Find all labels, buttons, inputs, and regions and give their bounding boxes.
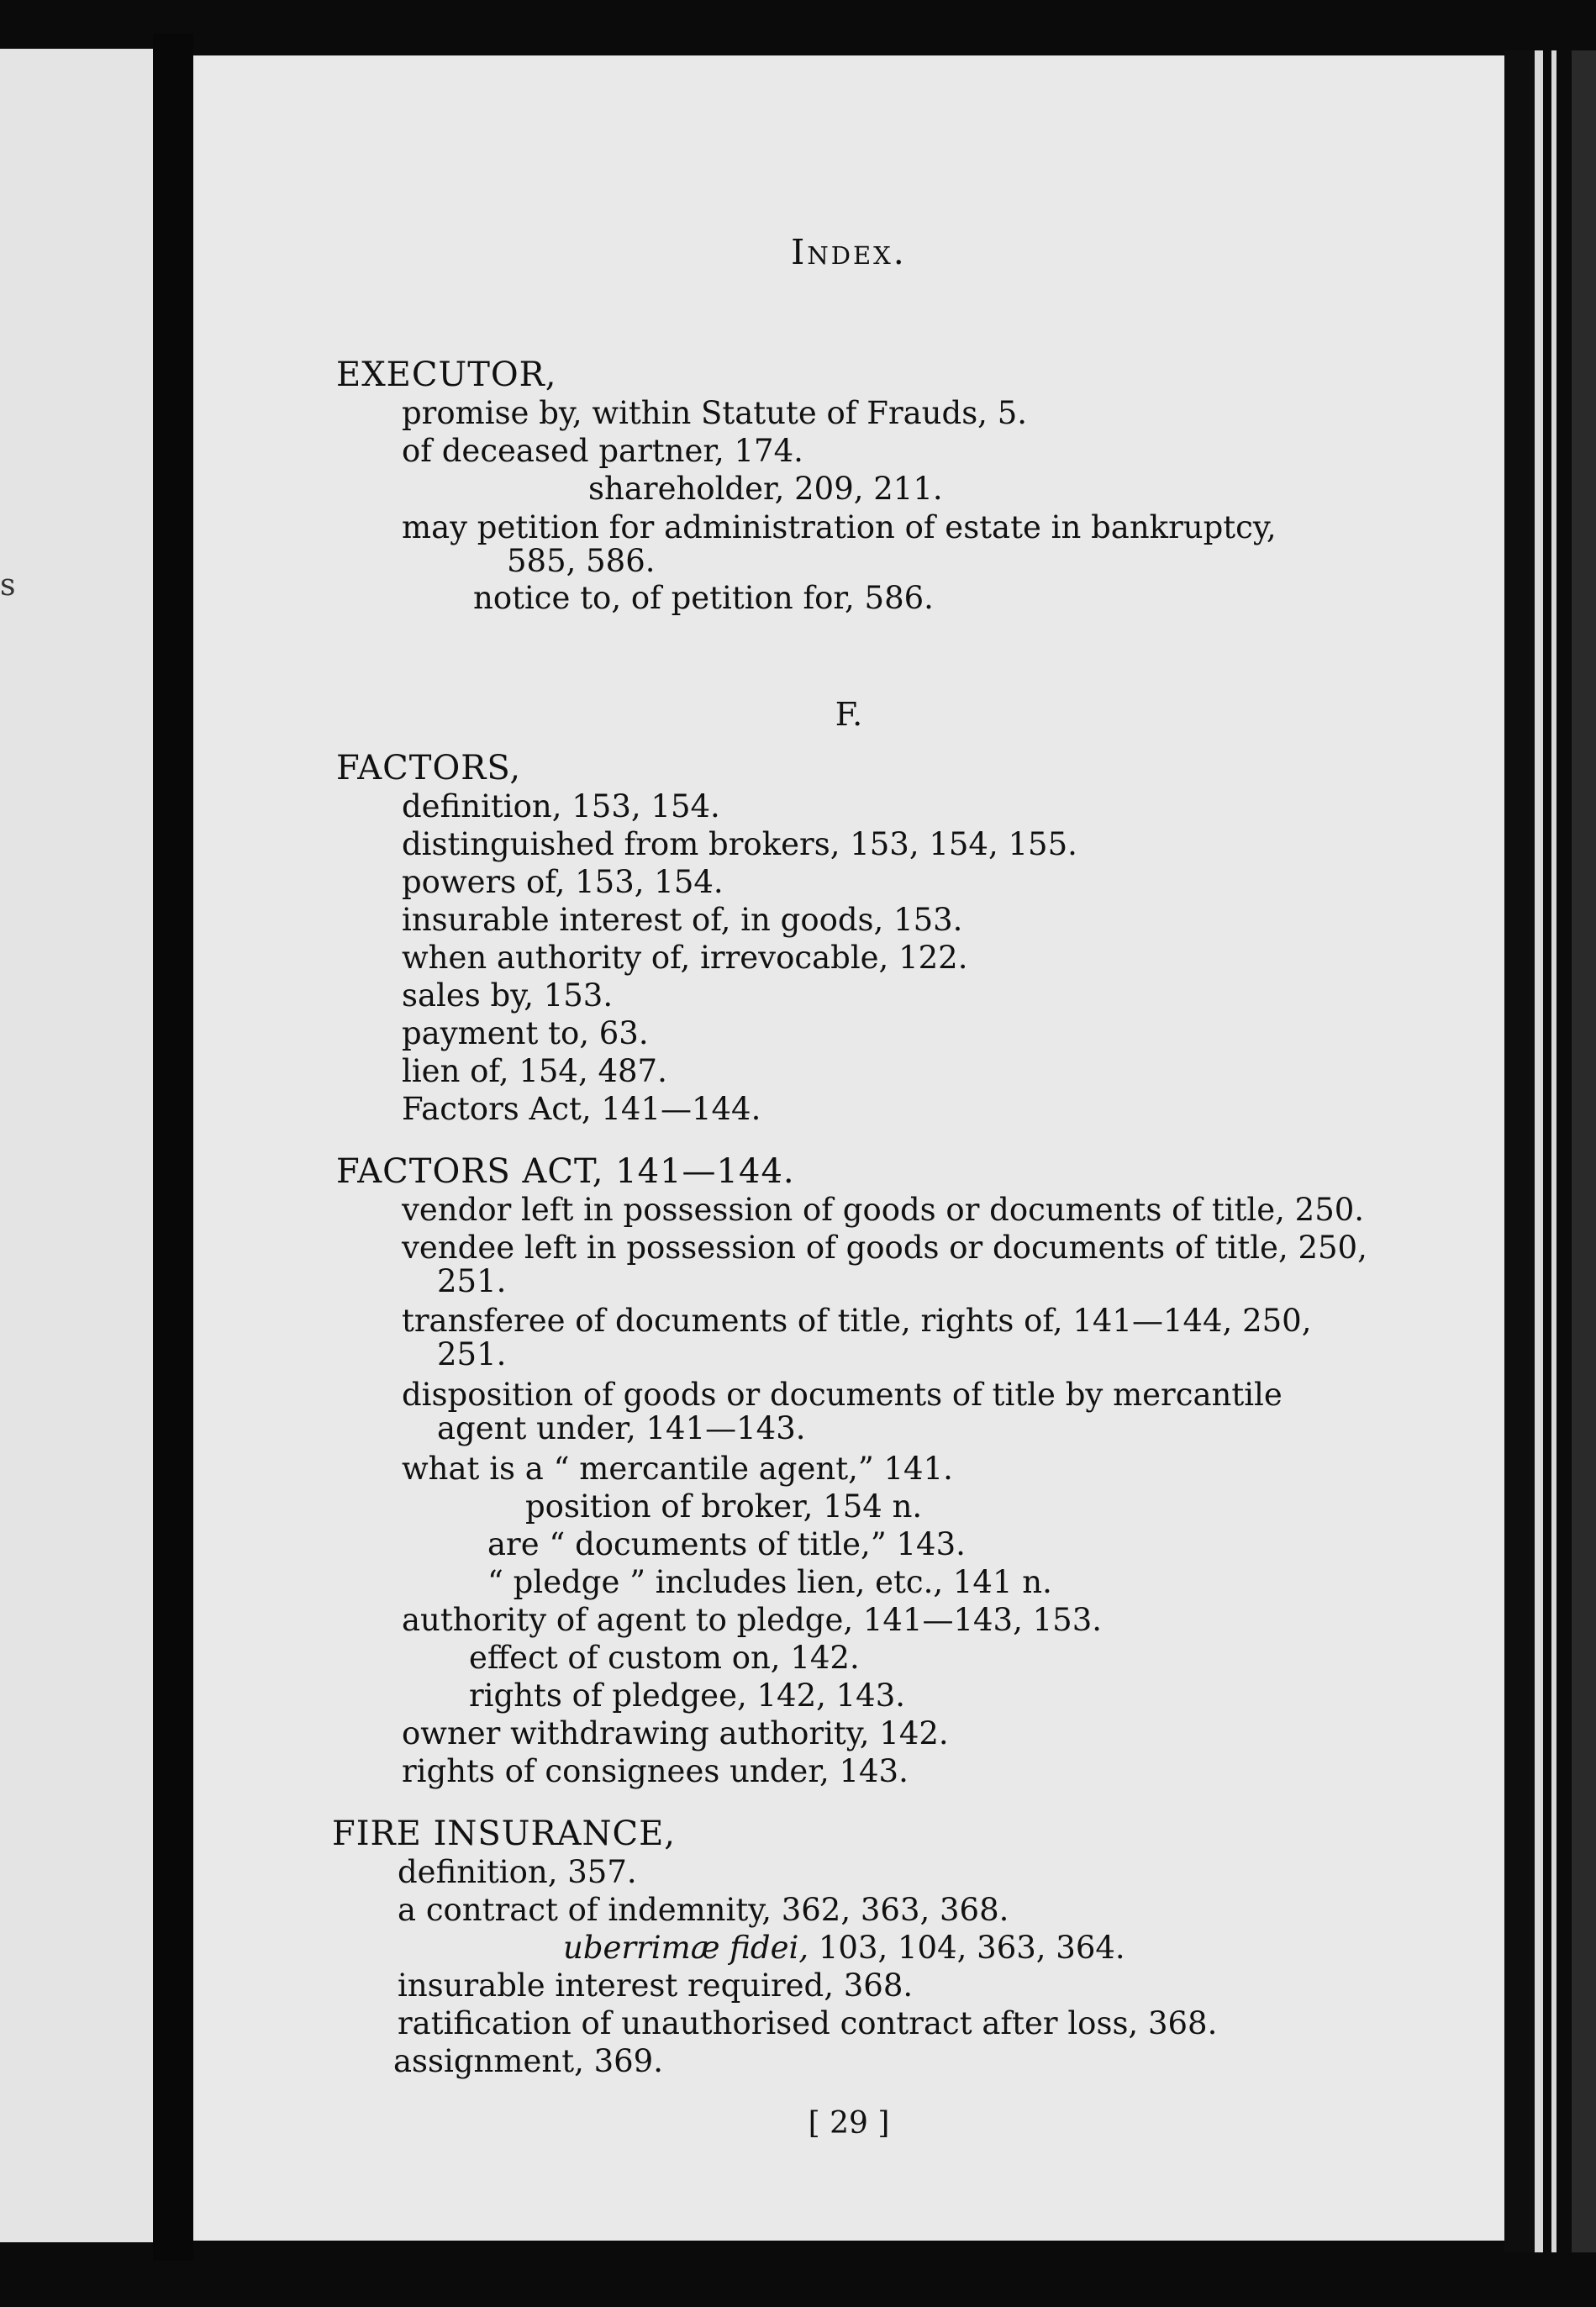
entry-heading-fire-insurance: FIRE INSURANCE,	[332, 1815, 677, 1853]
entry-heading-executor: EXECUTOR,	[336, 356, 557, 394]
subentry-nested: rights of pledgee, 142, 143.	[469, 1678, 906, 1714]
facing-page-right	[1572, 50, 1596, 2252]
facing-page-left	[0, 49, 153, 2242]
subentry-continuation: 251.	[437, 1336, 507, 1372]
page-number: [ 29 ]	[808, 2106, 890, 2141]
entry-heading-factors-act: FACTORS ACT, 141—144.	[336, 1152, 795, 1191]
subentry: vendor left in possession of goods or documents of title, 250.	[402, 1192, 1365, 1228]
page-refs: 103, 104, 363, 364.	[818, 1930, 1125, 1966]
subentry: owner withdrawing authority, 142.	[402, 1715, 949, 1751]
subentry-nested: are “ documents of title,” 143.	[487, 1526, 966, 1562]
subentry: insurable interest of, in goods, 153.	[402, 902, 963, 938]
page-edge-line	[1551, 50, 1556, 2252]
page-edge-right	[1504, 50, 1535, 2252]
subentry-continuation: agent under, 141—143.	[437, 1410, 806, 1446]
subentry: payment to, 63.	[402, 1015, 649, 1051]
subentry-nested: shareholder, 209, 211.	[588, 471, 943, 507]
running-head: Index.	[791, 232, 907, 272]
subentry: when authority of, irrevocable, 122.	[402, 940, 968, 976]
subentry: lien of, 154, 487.	[402, 1053, 667, 1089]
subentry: a contract of indemnity, 362, 363, 368.	[398, 1892, 1009, 1928]
subentry: promise by, within Statute of Frauds, 5.	[402, 395, 1028, 431]
subentry: authority of agent to pledge, 141—143, 153.	[402, 1602, 1103, 1638]
subentry: definition, 357.	[398, 1854, 637, 1890]
subentry-nested: effect of custom on, 142.	[469, 1640, 860, 1676]
subentry-nested	[563, 1930, 1125, 1967]
subentry: ratification of unauthorised contract after loss, 368.	[398, 2005, 1218, 2041]
subentry: sales by, 153.	[402, 977, 614, 1014]
page-content	[193, 55, 1504, 2241]
subentry: vendee left in possession of goods or documents of title, 250,	[402, 1230, 1367, 1266]
subentry: assignment, 369.	[393, 2043, 663, 2079]
subentry: transferee of documents of title, rights of, 141—144, 250,	[402, 1303, 1312, 1339]
entry-heading-factors: FACTORS,	[336, 749, 522, 787]
index-page	[193, 55, 1504, 2241]
subentry-continuation: 251.	[437, 1263, 507, 1299]
subentry: of deceased partner, 174.	[402, 433, 803, 469]
subentry: powers of, 153, 154.	[402, 864, 724, 900]
subentry-continuation: 585, 586.	[507, 543, 656, 579]
subentry: distinguished from brokers, 153, 154, 155.	[402, 826, 1077, 862]
subentry-nested: notice to, of petition for, 586.	[473, 580, 934, 616]
subentry: rights of consignees under, 143.	[402, 1753, 909, 1789]
latin-phrase: uberrimæ fidei,	[563, 1930, 809, 1966]
subentry: may petition for administration of estate in bankruptcy,	[402, 509, 1277, 545]
subentry: insurable interest required, 368.	[398, 1967, 914, 2004]
subentry: Factors Act, 141—144.	[402, 1091, 761, 1127]
subentry: what is a “ mercantile agent,” 141.	[402, 1451, 953, 1487]
subentry-nested: position of broker, 154 n.	[525, 1488, 923, 1525]
subentry: disposition of goods or documents of title by mercantile	[402, 1377, 1283, 1413]
facing-page-fragment: s	[0, 568, 16, 603]
section-letter: F.	[835, 696, 863, 733]
subentry-nested: “ pledge ” includes lien, etc., 141 n.	[487, 1564, 1052, 1600]
subentry: definition, 153, 154.	[402, 788, 720, 824]
page-edge-line	[1535, 50, 1543, 2252]
book-gutter	[153, 34, 193, 2261]
